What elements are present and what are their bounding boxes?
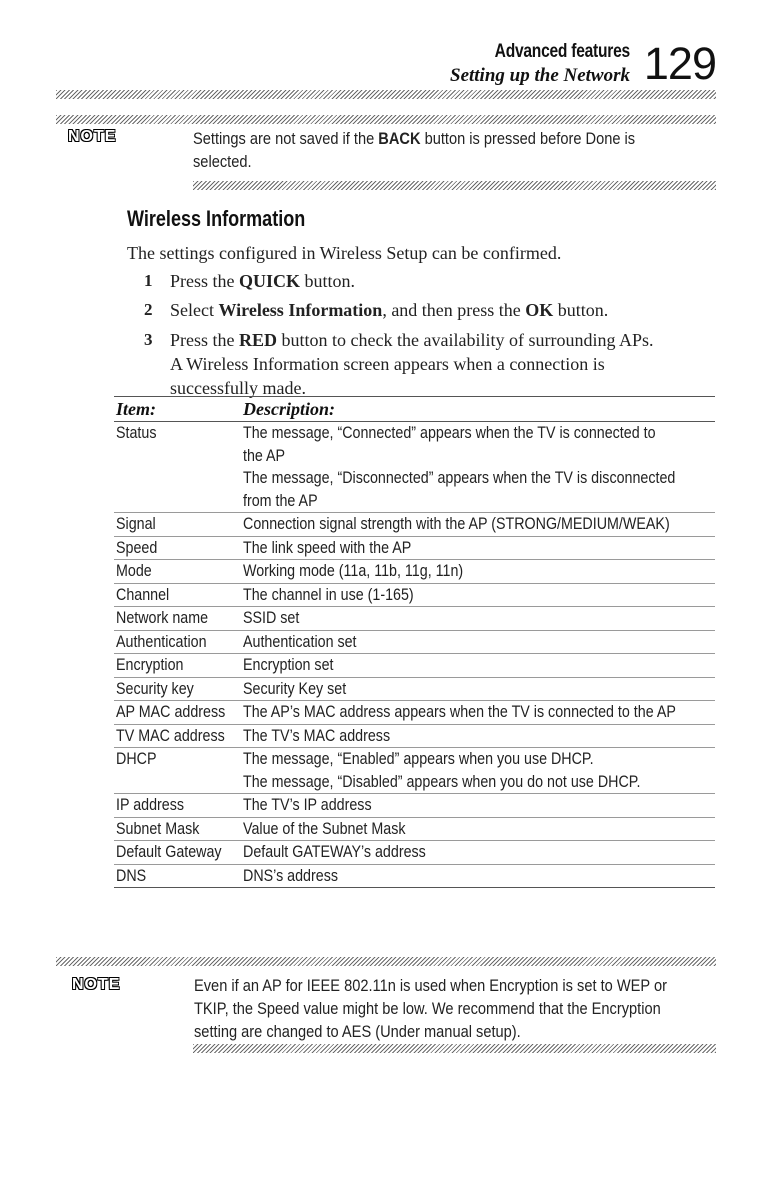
row-description-line: The message, “Connected” appears when the TV is connected to: [243, 423, 656, 442]
row-item: TV MAC address: [116, 725, 225, 745]
wireless-information-heading: Wireless Information: [127, 206, 306, 231]
row-description-line: from the AP: [243, 490, 318, 510]
row-item: DNS: [116, 865, 147, 885]
row-description: [243, 513, 715, 536]
row-description-line: the AP: [243, 445, 286, 465]
row-description: [243, 631, 715, 654]
row-description: [243, 654, 715, 677]
row-description-line: Security Key set: [243, 678, 347, 698]
note-top-line: Settings are not saved if the BACK button is pressed before Done is: [193, 129, 636, 148]
wireless-info-table: [114, 396, 715, 888]
row-description: [243, 701, 715, 724]
row-description-line: The message, “Disabled” appears when you do not use DHCP.: [243, 771, 641, 791]
intro-paragraph: The settings configured in Wireless Setup can be confirmed.: [127, 243, 562, 263]
row-item: Encryption: [116, 655, 184, 674]
table-row: [114, 421, 715, 513]
note-bottom-text: [194, 974, 667, 1043]
row-description-line: Working mode (11a, 11b, 11g, 11n): [243, 561, 464, 580]
row-item: Mode: [116, 561, 152, 580]
note-bottom-end-rule: [193, 1044, 716, 1053]
table-row: [114, 607, 715, 631]
row-description-line: Default GATEWAY’s address: [243, 842, 426, 861]
row-description: [243, 607, 715, 630]
row-description: [243, 678, 715, 701]
header-item: Item:: [116, 399, 156, 419]
note-top-text: [193, 127, 635, 173]
row-description-line: SSID set: [243, 608, 300, 627]
table-row: [114, 748, 715, 794]
header-description: Description:: [243, 399, 335, 419]
note-bottom-label: NOTE: [72, 976, 121, 993]
row-description-line: The message, “Disconnected” appears when the TV is disconnected: [243, 468, 676, 487]
table-row: [114, 537, 715, 561]
step-number: 1: [144, 271, 153, 290]
table-row: [114, 725, 715, 749]
step-number: 2: [144, 300, 153, 319]
table-row: [114, 701, 715, 725]
row-description-line: Value of the Subnet Mask: [243, 818, 406, 838]
table-row: [114, 560, 715, 584]
row-description: [243, 818, 715, 841]
row-description: [243, 748, 715, 793]
row-description-line: Connection signal strength with the AP (STRONG/MEDIUM/WEAK): [243, 514, 670, 533]
table-row: [114, 818, 715, 842]
step-number: 3: [144, 330, 153, 349]
table-row: [114, 678, 715, 702]
row-item: Subnet Mask: [116, 818, 200, 838]
note-bottom-line: Even if an AP for IEEE 802.11n is used when Encryption is set to WEP or: [194, 976, 667, 995]
row-item: Signal: [116, 514, 156, 533]
row-item: Network name: [116, 608, 209, 627]
row-description-line: Encryption set: [243, 655, 334, 674]
row-item: Channel: [116, 584, 170, 604]
subsection-title: Setting up the Network: [450, 65, 630, 86]
note-bottom-line: TKIP, the Speed value might be low. We recommend that the Encryption: [194, 999, 661, 1018]
table-row: [114, 584, 715, 608]
note-top-label: NOTE: [68, 128, 117, 145]
row-item: Authentication: [116, 631, 207, 651]
row-description: [243, 865, 715, 888]
row-item: Status: [116, 423, 157, 442]
table-row: [114, 865, 715, 889]
row-description: [243, 584, 715, 607]
row-description-line: The link speed with the AP: [243, 537, 412, 557]
note-bottom-rule: [56, 957, 716, 966]
row-item: Speed: [116, 537, 158, 557]
row-item: AP MAC address: [116, 702, 226, 721]
row-description-line: The AP’s MAC address appears when the TV is connected to the AP: [243, 702, 676, 721]
row-description: [243, 841, 715, 864]
header-rule: [56, 90, 716, 99]
row-description-line: The channel in use (1-165): [243, 584, 414, 604]
table-row: [114, 794, 715, 818]
table-row: [114, 654, 715, 678]
table-row: [114, 631, 715, 655]
row-description-line: Authentication set: [243, 631, 357, 651]
row-item: Default Gateway: [116, 842, 222, 861]
table-header: [114, 396, 715, 421]
row-description-line: DNS’s address: [243, 865, 338, 885]
section-title: Advanced features: [494, 41, 630, 62]
note-top-line: selected.: [193, 152, 252, 171]
row-description-line: The TV’s IP address: [243, 795, 372, 814]
row-item: Security key: [116, 678, 194, 698]
note-top-end-rule: [193, 181, 716, 190]
row-description: [243, 560, 715, 583]
row-description: [243, 537, 715, 560]
table-row: [114, 513, 715, 537]
row-description: [243, 725, 715, 748]
page-number: 129: [643, 38, 716, 89]
row-item: DHCP: [116, 749, 157, 768]
note-top-rule: [56, 115, 716, 124]
note-bottom-line: setting are changed to AES (Under manual setup).: [194, 1022, 521, 1041]
table-body: [114, 421, 715, 888]
row-description-line: The message, “Enabled” appears when you use DHCP.: [243, 749, 594, 768]
row-description-line: The TV’s MAC address: [243, 725, 391, 745]
row-description: [243, 794, 715, 817]
row-item: IP address: [116, 795, 185, 814]
table-row: [114, 841, 715, 865]
row-description: [243, 422, 715, 512]
